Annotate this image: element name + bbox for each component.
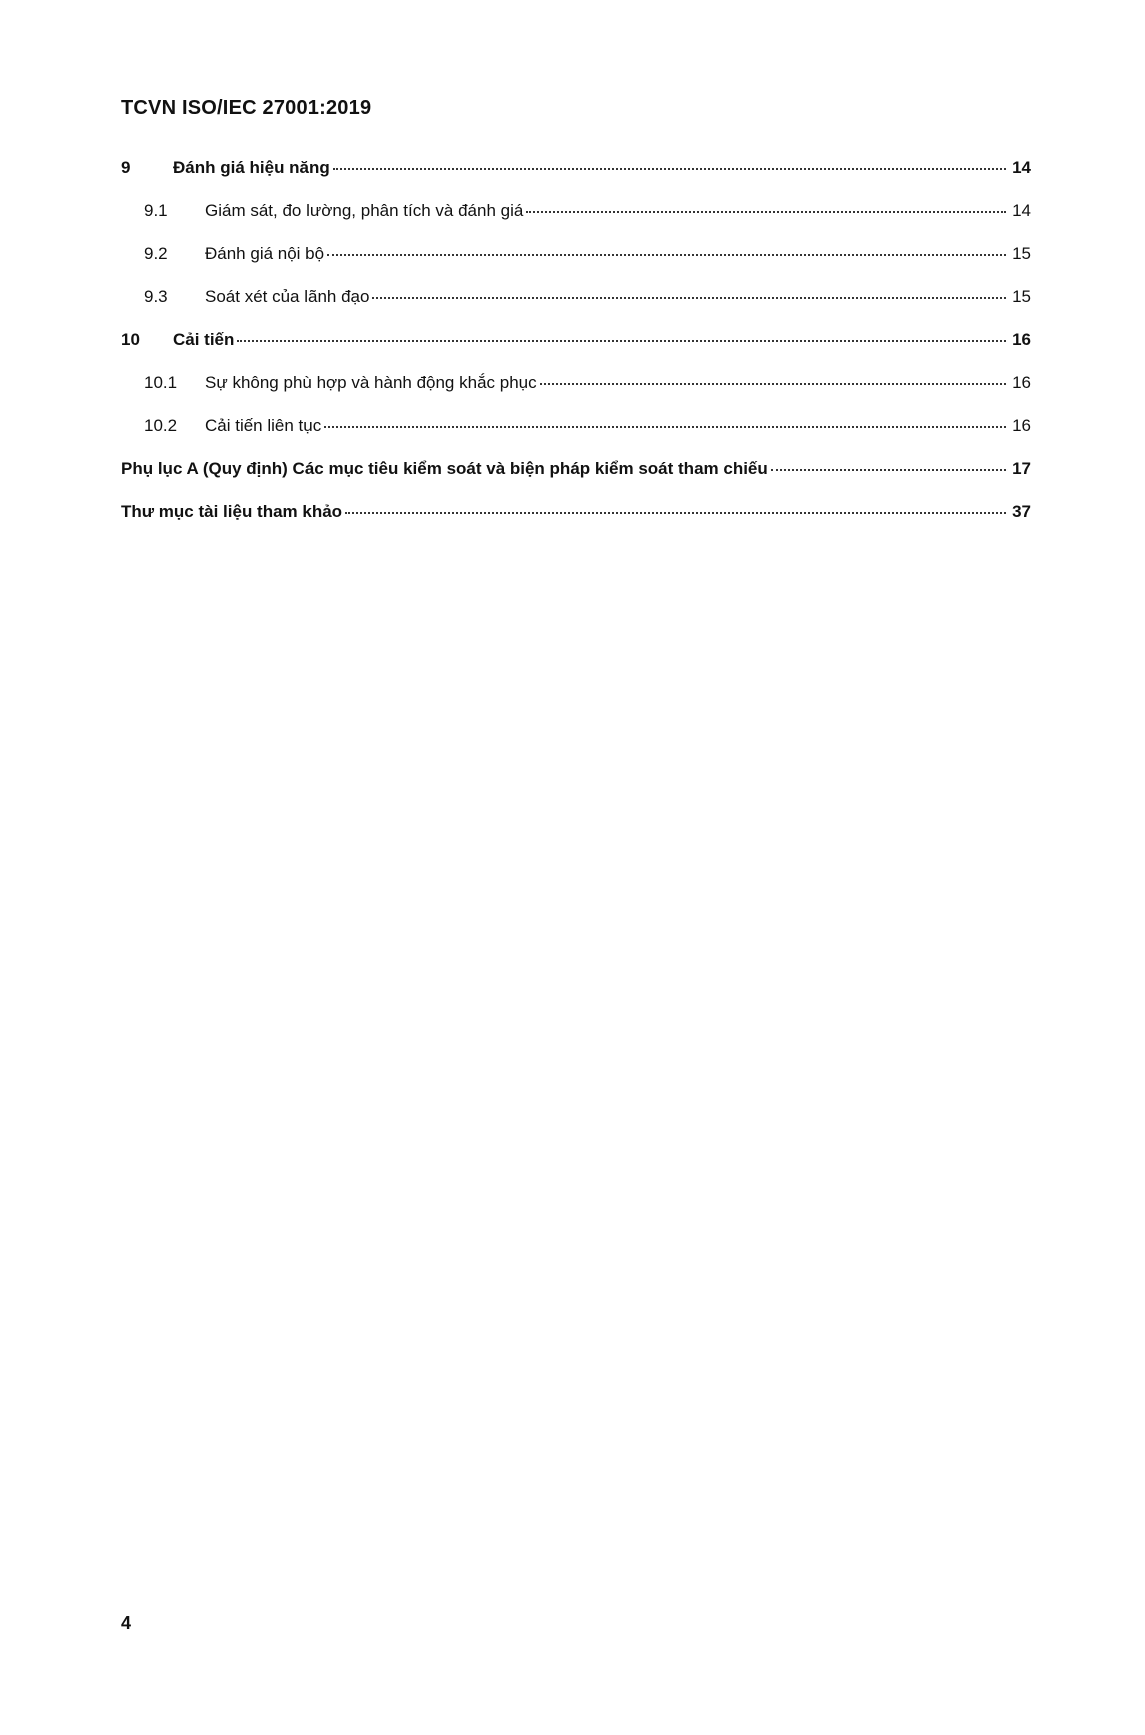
toc-entry-title: Cải tiến liên tục bbox=[205, 416, 322, 435]
toc-entry-number: 9.3 bbox=[144, 287, 168, 306]
toc-entry-9-1[interactable] bbox=[121, 201, 1031, 244]
toc-entry-page: 15 bbox=[1012, 287, 1031, 306]
toc-entry-9[interactable] bbox=[121, 158, 1031, 201]
dot-leader bbox=[526, 210, 1006, 213]
toc-entry-9-3[interactable] bbox=[121, 287, 1031, 330]
toc-entry-title: Thư mục tài liệu tham khảo bbox=[121, 502, 343, 521]
toc-entry-title: Soát xét của lãnh đạo bbox=[205, 287, 370, 306]
toc-entry-annex-a[interactable] bbox=[121, 459, 1031, 502]
toc-entry-title: Sự không phù hợp và hành động khắc phục bbox=[205, 373, 537, 392]
toc-entry-title: Đánh giá hiệu năng bbox=[173, 158, 330, 177]
toc-entry-title: Đánh giá nội bộ bbox=[205, 244, 325, 263]
dot-leader bbox=[771, 468, 1006, 471]
dot-leader bbox=[540, 382, 1006, 385]
toc-entry-page: 14 bbox=[1012, 201, 1031, 220]
toc-entry-number: 10.1 bbox=[144, 373, 178, 392]
toc-entry-title: Cải tiến bbox=[173, 330, 235, 349]
toc-entry-number: 9.2 bbox=[144, 244, 168, 263]
toc-entry-page: 16 bbox=[1012, 416, 1031, 435]
toc-entry-page: 37 bbox=[1012, 502, 1031, 521]
toc-entry-10[interactable] bbox=[121, 330, 1031, 373]
standard-header: TCVN ISO/IEC 27001:2019 bbox=[121, 97, 372, 119]
toc-entry-number: 9 bbox=[121, 158, 131, 177]
dot-leader bbox=[333, 167, 1006, 170]
dot-leader bbox=[324, 425, 1006, 428]
dot-leader bbox=[327, 253, 1006, 256]
toc-entry-page: 16 bbox=[1012, 330, 1031, 349]
toc-entry-10-2[interactable] bbox=[121, 416, 1031, 459]
dot-leader bbox=[237, 339, 1006, 342]
toc-entry-9-2[interactable] bbox=[121, 244, 1031, 287]
toc-entry-page: 15 bbox=[1012, 244, 1031, 263]
toc-entry-number: 10 bbox=[121, 330, 140, 349]
toc-entry-page: 17 bbox=[1012, 459, 1031, 478]
toc-entry-number: 10.2 bbox=[144, 416, 178, 435]
toc-entry-title: Giám sát, đo lường, phân tích và đánh giá bbox=[205, 201, 524, 220]
toc-entry-title: Phụ lục A (Quy định) Các mục tiêu kiểm soát và biện pháp kiểm soát tham chiếu bbox=[121, 459, 768, 478]
toc-entry-page: 16 bbox=[1012, 373, 1031, 392]
toc-entry-10-1[interactable] bbox=[121, 373, 1031, 416]
toc-entry-bibliography[interactable] bbox=[121, 502, 1031, 545]
toc-entry-page: 14 bbox=[1012, 158, 1031, 177]
dot-leader bbox=[372, 296, 1006, 299]
table-of-contents bbox=[121, 158, 1031, 545]
page-number: 4 bbox=[121, 1613, 132, 1633]
dot-leader bbox=[345, 511, 1006, 514]
toc-entry-number: 9.1 bbox=[144, 201, 168, 220]
